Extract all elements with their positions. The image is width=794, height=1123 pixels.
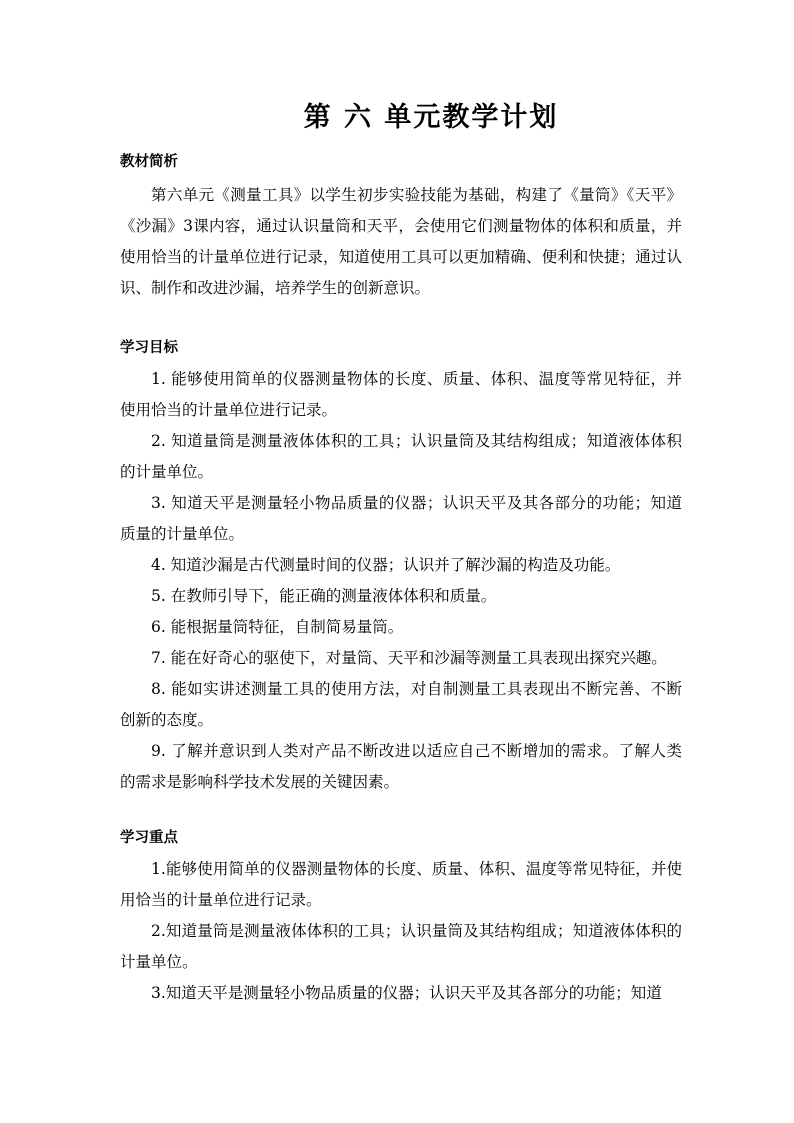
section-heading-analysis: 教材简析 bbox=[120, 154, 178, 170]
list-item: 2.知道量筒是测量液体体积的工具；认识量筒及其结构组成；知道液体体积的计量单位。 bbox=[120, 922, 682, 971]
list-item: 5. 在教师引导下，能正确的测量液体体积和质量。 bbox=[151, 587, 497, 605]
section-analysis bbox=[120, 150, 682, 304]
list-item: 3.知道天平是测量轻小物品质量的仪器；认识天平及其各部分的功能；知道 bbox=[151, 984, 662, 1002]
focus-list bbox=[120, 854, 682, 1009]
list-item: 1. 能够使用简单的仪器测量物体的长度、质量、体积、温度等常见特征，并使用恰当的计量单位进行记录。 bbox=[120, 370, 682, 419]
list-item: 9. 了解并意识到人类对产品不断改进以适应自己不断增加的需求。了解人类的需求是影响科学技术发展的关键因素。 bbox=[120, 742, 682, 791]
list-item: 8. 能如实讲述测量工具的使用方法，对自制测量工具表现出不断完善、不断创新的态度。 bbox=[120, 680, 682, 729]
list-item: 1.能够使用简单的仪器测量物体的长度、质量、体积、温度等常见特征，并使用恰当的计量单位进行记录。 bbox=[120, 860, 682, 909]
section-heading-focus: 学习重点 bbox=[120, 830, 178, 846]
list-item: 6. 能根据量筒特征，自制简易量筒。 bbox=[151, 618, 404, 636]
list-item: 2. 知道量筒是测量液体体积的工具；认识量筒及其结构组成；知道液体体积的计量单位。 bbox=[120, 432, 682, 481]
list-item: 7. 能在好奇心的驱使下，对量筒、天平和沙漏等测量工具表现出探究兴趣。 bbox=[151, 649, 667, 667]
section-focus bbox=[120, 826, 682, 1009]
analysis-paragraph: 第六单元《测量工具》以学生初步实验技能为基础，构建了《量筒》《天平》《沙漏》3课内容，通过认识量筒和天平，会使用它们测量物体的体积和质量，并使用恰当的计量单位进行记录，知道使用工具可以更加精确、便利和快捷；通过认识、制作和改进沙漏，培养学生的创新意识。 bbox=[120, 186, 682, 297]
list-item: 4. 知道沙漏是古代测量时间的仪器；认识并了解沙漏的构造及功能。 bbox=[151, 556, 621, 574]
list-item: 3. 知道天平是测量轻小物品质量的仪器；认识天平及其各部分的功能；知道质量的计量单位。 bbox=[120, 494, 682, 543]
goals-list bbox=[120, 364, 682, 798]
section-goals bbox=[120, 336, 682, 798]
page-title: 第 六 单元教学计划 bbox=[303, 102, 559, 133]
spacer bbox=[120, 798, 682, 826]
section-heading-goals: 学习目标 bbox=[120, 340, 178, 356]
spacer bbox=[120, 304, 682, 336]
